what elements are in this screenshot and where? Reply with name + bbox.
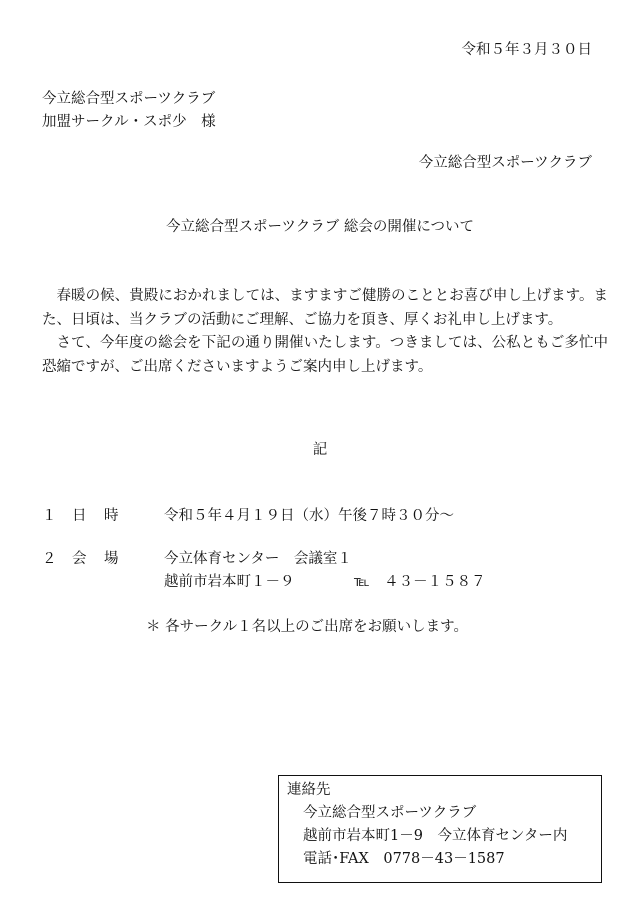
body-paragraph-1: 春暖の候、貴殿におかれましては、ますますご健勝のこととお喜び申し上げます。また、日頃は、当クラブの活動にご理解、ご協力を頂き、厚くお礼申し上げます。	[42, 288, 608, 328]
contact-phone: 電話･FAX 0778－43－1587	[303, 851, 505, 867]
document-title: 今立総合型スポーツクラブ 総会の開催について	[165, 219, 475, 235]
detail-item-label-a: 日	[72, 508, 87, 524]
detail-item-value: 令和５年４月１９日（水）午後７時３０分～	[164, 508, 454, 524]
detail-item-label-a: 会	[72, 551, 87, 567]
detail-item-label-b: 時	[104, 508, 119, 524]
body-text	[42, 285, 608, 379]
contact-heading: 連絡先	[287, 782, 331, 798]
ki-heading: 記	[312, 442, 328, 458]
contact-address: 越前市岩本町1－9 今立体育センター内	[303, 828, 568, 844]
contact-box	[278, 775, 602, 883]
recipient-line-1: 今立総合型スポーツクラブ	[42, 91, 216, 107]
document-date: 令和５年３月３０日	[461, 42, 592, 58]
venue-address: 越前市岩本町１－９	[164, 574, 295, 590]
detail-item-label-b: 場	[104, 551, 119, 567]
venue-tel: ℡ ４３－１５８７	[354, 574, 486, 590]
contact-org: 今立総合型スポーツクラブ	[303, 805, 477, 821]
attendance-note: ＊ 各サークル１名以上のご出席をお願いします。	[146, 619, 469, 635]
sender: 今立総合型スポーツクラブ	[418, 155, 592, 171]
recipient-line-2: 加盟サークル・スポ少 様	[42, 114, 216, 130]
body-paragraph-2: さて、今年度の総会を下記の通り開催いたします。つきましては、公私ともご多忙中恐縮ですが、ご出席くださいますようご案内申し上げます。	[42, 335, 608, 375]
detail-item-value: 今立体育センター 会議室１	[164, 551, 352, 567]
detail-item-number: １	[42, 508, 57, 524]
detail-item-number: ２	[42, 551, 57, 567]
